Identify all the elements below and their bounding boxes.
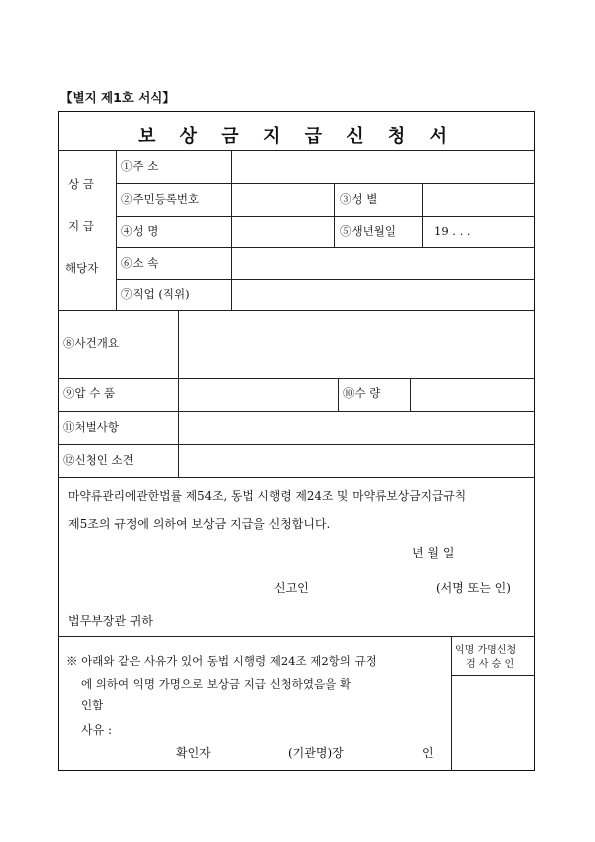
reason-label: 사유 : xyxy=(81,723,113,737)
divider xyxy=(338,378,339,411)
divider xyxy=(422,183,423,247)
divider xyxy=(334,183,335,247)
confirmation-note: 에 의하여 익명 가명으로 보상금 지급 신청하였음을 확 xyxy=(81,677,351,691)
divider xyxy=(410,378,411,411)
form-title: 보 상 금 지 급 신 청 서 xyxy=(138,126,456,147)
seized-item-field[interactable] xyxy=(180,380,336,410)
name-field[interactable] xyxy=(233,218,332,246)
confirmation-note: 인함 xyxy=(81,698,104,712)
approval-box-title: 검 사 승 인 xyxy=(466,659,515,670)
affiliation-field[interactable] xyxy=(233,249,533,278)
rrn-label: ②주민등록번호 xyxy=(121,192,200,206)
confirmation-note: ※ 아래와 같은 사유가 있어 동법 시행령 제24조 제2항의 규정 xyxy=(66,654,377,668)
divider xyxy=(116,247,535,248)
form-number: 【별지 제1호 서식】 xyxy=(60,90,175,105)
approval-box-title: 익명 가명신청 xyxy=(455,645,517,656)
reporter-label: 신고인 xyxy=(274,581,309,595)
disposition-field[interactable] xyxy=(180,413,533,443)
applicant-opinion-field[interactable] xyxy=(180,446,533,476)
divider xyxy=(116,183,535,184)
quantity-field[interactable] xyxy=(412,380,533,410)
address-field[interactable] xyxy=(233,152,533,182)
divider xyxy=(58,310,535,311)
divider xyxy=(116,216,535,217)
divider xyxy=(116,150,117,310)
divider xyxy=(231,150,232,310)
birth-value[interactable]: 19 . . . xyxy=(434,224,471,238)
sex-field[interactable] xyxy=(424,185,533,215)
address-label: ①주 소 xyxy=(121,159,159,173)
divider xyxy=(116,279,535,280)
recipient-group-label: 해당자 xyxy=(65,261,99,275)
divider xyxy=(58,636,535,637)
divider xyxy=(58,444,535,445)
applicant-opinion-label: ⑫신청인 소견 xyxy=(63,453,134,467)
divider xyxy=(58,378,535,379)
recipient-group-label: 지 급 xyxy=(68,219,94,233)
birth-label: ⑤생년월일 xyxy=(340,224,396,238)
divider xyxy=(178,310,179,477)
disposition-label: ⑪처벌사항 xyxy=(63,420,119,434)
sex-label: ③성 별 xyxy=(340,192,378,206)
quantity-label: ⑩수 량 xyxy=(343,386,381,400)
case-summary-field[interactable] xyxy=(180,312,533,376)
rrn-field[interactable] xyxy=(233,185,332,215)
name-label: ④성 명 xyxy=(121,224,159,238)
prosecutor-approval-field[interactable] xyxy=(453,677,533,769)
case-summary-label: ⑧사건개요 xyxy=(63,336,119,350)
divider xyxy=(451,636,452,771)
seized-item-label: ⑨압 수 품 xyxy=(63,386,116,400)
agency-head-label: (기관명)장 xyxy=(288,746,344,760)
application-date: 년 월 일 xyxy=(412,546,455,560)
divider xyxy=(58,150,535,151)
affiliation-label: ⑥소 속 xyxy=(121,256,159,270)
statement-line: 제5조의 규정에 의하여 보상금 지급을 신청합니다. xyxy=(68,517,331,531)
divider xyxy=(451,675,535,676)
occupation-label: ⑦직업 (직위) xyxy=(121,287,190,301)
divider xyxy=(58,477,535,478)
recipient-group-label: 상 금 xyxy=(68,177,94,191)
addressee: 법무부장관 귀하 xyxy=(68,614,153,628)
occupation-field[interactable] xyxy=(233,281,533,309)
confirmer-label: 확인자 xyxy=(176,746,211,760)
divider xyxy=(58,411,535,412)
statement-line: 마약류관리에관한법률 제54조, 동법 시행령 제24조 및 마약류보상금지급규칙 xyxy=(68,489,467,503)
signature-note: (서명 또는 인) xyxy=(436,581,511,595)
seal-mark: 인 xyxy=(422,746,434,760)
